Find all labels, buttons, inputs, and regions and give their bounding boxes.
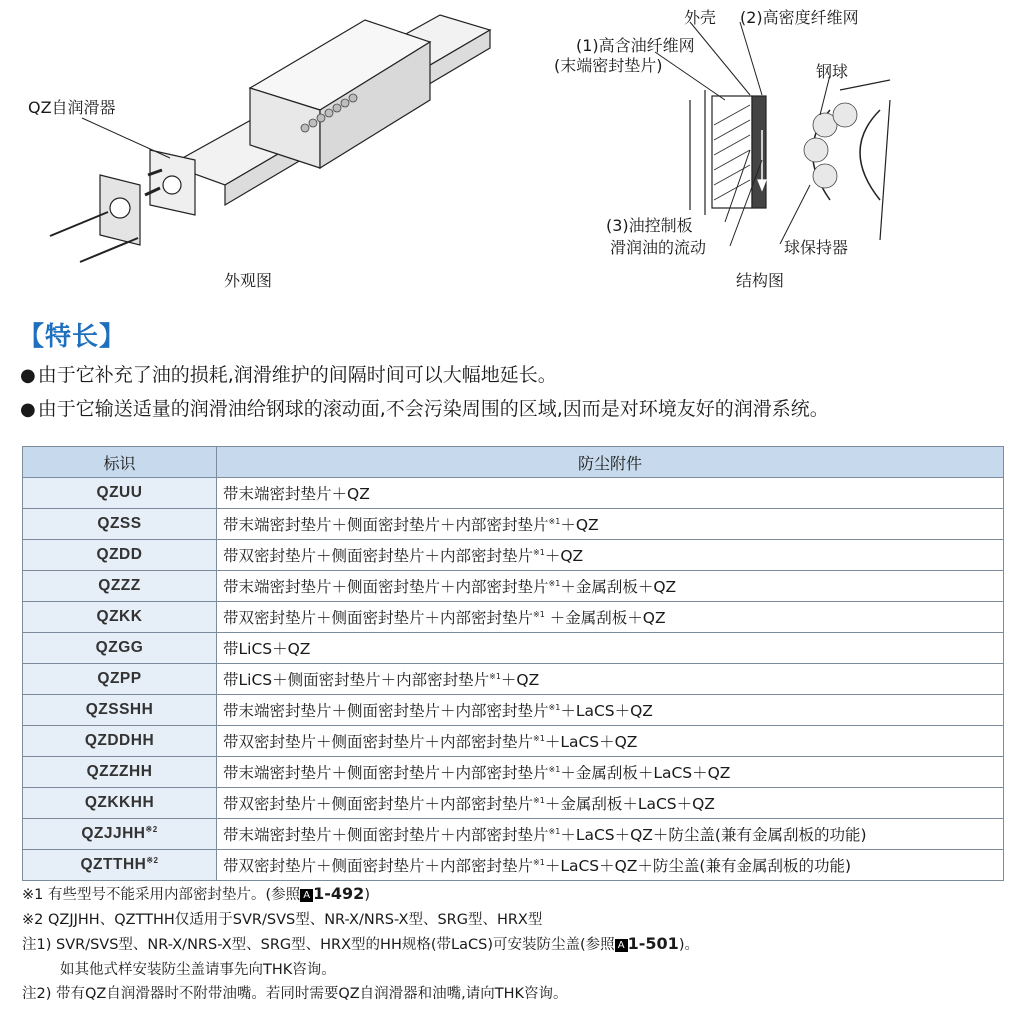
note-1-close: )	[364, 887, 370, 903]
row-code-cell	[23, 602, 217, 633]
notes-section	[22, 882, 699, 1007]
row-accessory-cell	[217, 788, 1004, 819]
accessory-text-suffix: ＋QZ	[500, 671, 540, 689]
row-accessory-cell	[217, 509, 1004, 540]
row-code: QZKKHH	[84, 794, 155, 812]
row-code-cell	[23, 509, 217, 540]
accessory-text: 带末端密封垫片＋侧面密封垫片＋内部密封垫片	[223, 702, 549, 720]
accessory-text-suffix: ＋LaCS＋QZ＋防尘盖(兼有金属刮板的功能)	[544, 857, 852, 875]
footnote-mark: ※1	[548, 764, 561, 774]
reference-icon: A	[615, 939, 628, 952]
row-code: QZPP	[97, 670, 142, 688]
steel-ball-label: 钢球	[816, 62, 849, 81]
row-code: QZDDHH	[84, 732, 155, 750]
row-accessory-cell	[217, 850, 1004, 881]
note-2: ※2 QZJJHH、QZTTHH仅适用于SVR/SVS型、NR-X/NRS-X型、SRG型、HRX型	[22, 911, 543, 928]
row-accessory-cell	[217, 571, 1004, 602]
features-title: 【特长】	[18, 322, 127, 352]
accessory-text: 带LiCS＋QZ	[223, 640, 311, 658]
table-row	[23, 850, 1004, 881]
code-footnote-mark: ※2	[146, 855, 159, 865]
figure-area	[0, 0, 1030, 300]
high-density-fiber-label: (2)高密度纤维网	[740, 8, 859, 27]
structure-caption: 结构图	[736, 271, 785, 290]
row-code: QZSSHH	[85, 701, 154, 719]
oil-fiber-label: (1)高含油纤维网	[576, 36, 695, 55]
row-code-cell	[23, 819, 217, 850]
footnote-mark: ※1	[548, 826, 561, 836]
structure-figure	[540, 0, 1020, 300]
table-row	[23, 726, 1004, 757]
row-code-cell	[23, 850, 217, 881]
note-3	[22, 932, 699, 958]
row-code-cell	[23, 540, 217, 571]
ball-retainer-label: 球保持器	[784, 238, 849, 257]
bullet-icon: ●	[20, 399, 36, 420]
note-3-continued: 如其他式样安装防尘盖请事先向THK咨询。	[60, 961, 336, 978]
footnote-mark: ※1	[489, 671, 501, 681]
row-accessory-cell	[217, 633, 1004, 664]
row-code: QZGG	[95, 639, 144, 657]
table-row	[23, 664, 1004, 695]
table-row	[23, 571, 1004, 602]
row-code: QZDD	[96, 546, 143, 564]
note-4: 注2) 带有QZ自润滑器时不附带油嘴。若同时需要QZ自润滑器和油嘴,请向THK咨询。	[22, 986, 568, 1002]
accessory-text: 带末端密封垫片＋侧面密封垫片＋内部密封垫片	[223, 764, 549, 782]
note-3-close: )。	[678, 937, 699, 953]
accessory-text: 带末端密封垫片＋侧面密封垫片＋内部密封垫片	[223, 826, 549, 844]
accessory-text: 带双密封垫片＋侧面密封垫片＋内部密封垫片	[223, 795, 534, 813]
accessory-text-suffix: ＋金属刮板＋QZ	[560, 578, 677, 596]
feature-text: 由于它输送适量的润滑油给钢球的滚动面,不会污染周围的区域,因而是对环境友好的润滑系统。	[37, 398, 829, 420]
feature-item	[20, 360, 557, 387]
accessory-text: 带末端密封垫片＋QZ	[223, 485, 370, 503]
accessory-text: 带双密封垫片＋侧面密封垫片＋内部密封垫片	[223, 857, 534, 875]
row-code-cell	[23, 664, 217, 695]
footnote-mark: ※1	[548, 578, 561, 588]
accessory-text: 带末端密封垫片＋侧面密封垫片＋内部密封垫片	[223, 578, 549, 596]
row-accessory-cell	[217, 819, 1004, 850]
table-row	[23, 478, 1004, 509]
appearance-caption: 外观图	[224, 271, 273, 290]
row-code: QZSS	[97, 515, 142, 533]
row-code: QZZZHH	[86, 763, 153, 781]
accessory-text: 带末端密封垫片＋侧面密封垫片＋内部密封垫片	[223, 516, 549, 534]
dust-accessory-table	[22, 446, 1004, 881]
column-header-accessory: 防尘附件	[217, 447, 1004, 478]
linear-guide-drawing	[20, 0, 500, 300]
accessory-text-suffix: ＋金属刮板＋LaCS＋QZ	[544, 795, 715, 813]
table-row	[23, 633, 1004, 664]
row-code-cell	[23, 695, 217, 726]
row-accessory-cell	[217, 695, 1004, 726]
accessory-text-suffix: ＋QZ	[560, 516, 599, 534]
accessory-text: 带LiCS＋侧面密封垫片＋内部密封垫片	[223, 671, 490, 689]
footnote-mark: ※1	[533, 547, 545, 557]
qz-lubricator-label: QZ自润滑器	[28, 98, 116, 117]
row-code-cell	[23, 478, 217, 509]
row-code: QZZZ	[98, 577, 141, 595]
accessory-text-suffix: ＋LaCS＋QZ	[560, 702, 653, 720]
feature-text: 由于它补充了油的损耗,润滑维护的间隔时间可以大幅地延长。	[37, 364, 557, 386]
footnote-mark: ※1	[533, 795, 545, 805]
table-row	[23, 540, 1004, 571]
row-accessory-cell	[217, 540, 1004, 571]
oil-control-plate-label: (3)油控制板	[606, 216, 693, 235]
row-code-cell	[23, 757, 217, 788]
bullet-icon: ●	[20, 365, 36, 386]
note-1-text: ※1 有些型号不能采用内部密封垫片。(参照	[22, 887, 301, 903]
table-row	[23, 509, 1004, 540]
accessory-text-suffix: ＋LaCS＋QZ	[544, 733, 638, 751]
reference-page: 1-501	[627, 934, 679, 953]
table-row	[23, 819, 1004, 850]
code-footnote-mark: ※2	[145, 824, 158, 834]
table-row	[23, 757, 1004, 788]
row-accessory-cell	[217, 726, 1004, 757]
footnote-mark: ※1	[548, 702, 561, 712]
appearance-figure	[20, 0, 500, 300]
row-code: QZUU	[96, 484, 143, 502]
row-accessory-cell	[217, 478, 1004, 509]
row-code-cell	[23, 571, 217, 602]
table-row	[23, 788, 1004, 819]
table-row	[23, 602, 1004, 633]
reference-page: 1-492	[313, 884, 365, 903]
footnote-mark: ※1	[533, 733, 545, 743]
accessory-text: 带双密封垫片＋侧面密封垫片＋内部密封垫片	[223, 547, 534, 565]
footnote-mark: ※1	[533, 857, 545, 867]
row-accessory-cell	[217, 757, 1004, 788]
reference-icon: A	[300, 889, 313, 902]
note-3-text: 注1) SVR/SVS型、NR-X/NRS-X型、SRG型、HRX型的HH规格(带LaCS)可安装防尘盖(参照	[22, 937, 615, 953]
row-code: QZJJHH	[81, 825, 146, 843]
accessory-text-suffix: ＋QZ	[544, 547, 584, 565]
note-1	[22, 882, 699, 908]
accessory-text: 带双密封垫片＋侧面密封垫片＋内部密封垫片	[223, 733, 534, 751]
end-seal-label: (末端密封垫片)	[554, 56, 663, 75]
row-code-cell	[23, 633, 217, 664]
row-code-cell	[23, 788, 217, 819]
accessory-text-suffix: ＋金属刮板＋LaCS＋QZ	[560, 764, 731, 782]
table-header-row	[23, 447, 1004, 478]
oil-flow-label: 滑润油的流动	[610, 238, 707, 257]
row-accessory-cell	[217, 664, 1004, 695]
accessory-text-suffix: ＋LaCS＋QZ＋防尘盖(兼有金属刮板的功能)	[560, 826, 867, 844]
row-accessory-cell	[217, 602, 1004, 633]
row-code: QZTTHH	[80, 856, 147, 874]
feature-item	[20, 394, 829, 421]
footnote-mark: ※1	[548, 516, 561, 526]
column-header-code: 标识	[23, 447, 217, 478]
shell-label: 外壳	[684, 8, 717, 27]
accessory-text-suffix: ＋金属刮板＋QZ	[544, 609, 666, 627]
table-row	[23, 695, 1004, 726]
accessory-text: 带双密封垫片＋侧面密封垫片＋内部密封垫片	[223, 609, 534, 627]
row-code-cell	[23, 726, 217, 757]
footnote-mark: ※1	[533, 609, 545, 619]
row-code: QZKK	[96, 608, 143, 626]
table-body	[23, 478, 1004, 881]
